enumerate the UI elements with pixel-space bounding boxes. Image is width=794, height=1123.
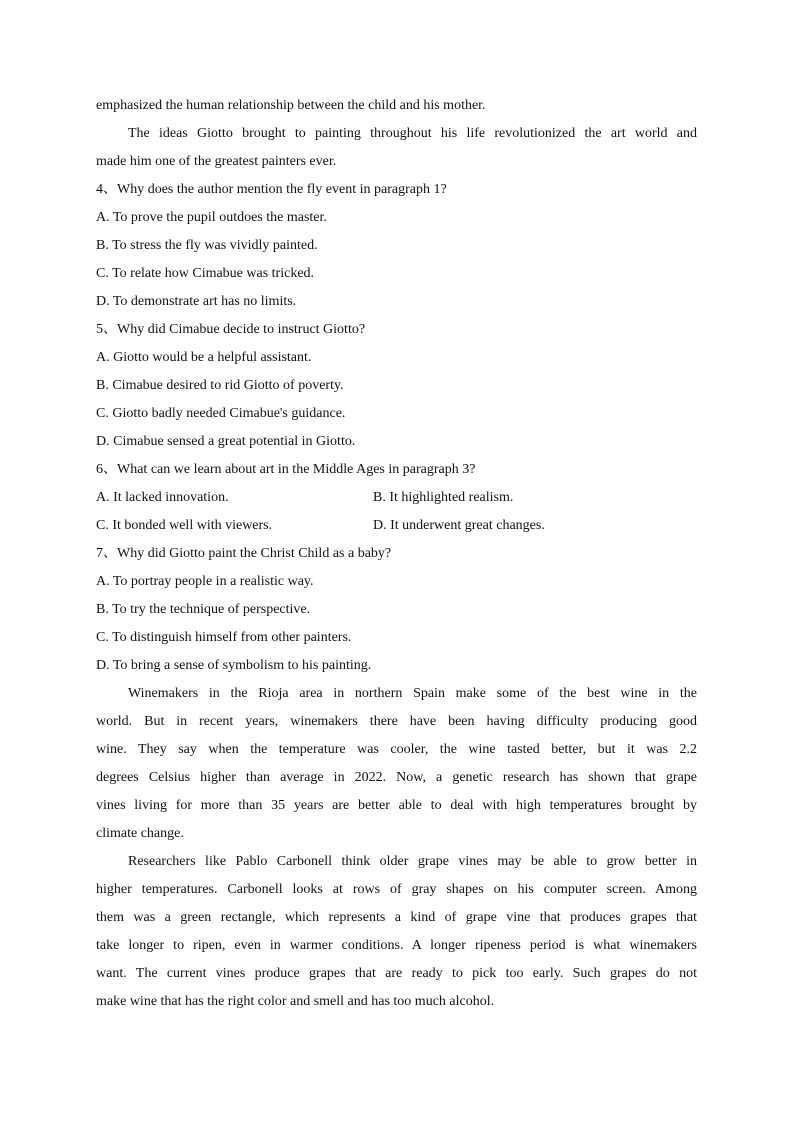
intro-text bbox=[96, 92, 697, 176]
question-6 bbox=[96, 456, 697, 540]
question-stem: 7、Why did Giotto paint the Christ Child as a baby? bbox=[96, 546, 392, 561]
text-line: climate change. bbox=[96, 826, 184, 841]
question-5 bbox=[96, 316, 697, 456]
option-c: C. It bonded well with viewers. bbox=[96, 518, 273, 533]
text-line: higher temperatures. Carbonell looks at rows of gray shapes on his computer screen. Among bbox=[96, 882, 697, 897]
text-line: degrees Celsius higher than average in 2022. Now, a genetic research has shown that grape bbox=[96, 770, 697, 785]
text-line: world. But in recent years, winemakers there have been having difficulty producing good bbox=[96, 714, 697, 729]
text-line: emphasized the human relationship between the child and his mother. bbox=[96, 98, 486, 113]
question-7 bbox=[96, 540, 697, 680]
text-line: them was a green rectangle, which represents a kind of grape vine that produces grapes that bbox=[96, 910, 697, 925]
option-a: A. Giotto would be a helpful assistant. bbox=[96, 350, 312, 365]
option-b: B. Cimabue desired to rid Giotto of poverty. bbox=[96, 378, 344, 393]
option-a: A. It lacked innovation. bbox=[96, 490, 229, 505]
option-d: D. To bring a sense of symbolism to his painting. bbox=[96, 658, 372, 673]
question-stem: 5、Why did Cimabue decide to instruct Giotto? bbox=[96, 322, 366, 337]
text-line: made him one of the greatest painters ever. bbox=[96, 154, 337, 169]
option-c: C. Giotto badly needed Cimabue's guidance. bbox=[96, 406, 346, 421]
question-stem: 6、What can we learn about art in the Middle Ages in paragraph 3? bbox=[96, 462, 476, 477]
option-d: D. Cimabue sensed a great potential in Giotto. bbox=[96, 434, 356, 449]
option-b: B. To try the technique of perspective. bbox=[96, 602, 311, 617]
text-line: want. The current vines produce grapes that are ready to pick too early. Such grapes do not bbox=[96, 966, 697, 981]
option-d: D. It underwent great changes. bbox=[373, 518, 545, 533]
passage-paragraph-2 bbox=[96, 848, 697, 1016]
option-a: A. To prove the pupil outdoes the master. bbox=[96, 210, 327, 225]
option-c: C. To distinguish himself from other painters. bbox=[96, 630, 352, 645]
passage-paragraph-1 bbox=[96, 680, 697, 848]
text-line: take longer to ripen, even in warmer conditions. A longer ripeness period is what winemakers bbox=[96, 938, 697, 953]
text-line: make wine that has the right color and smell and has too much alcohol. bbox=[96, 994, 495, 1009]
question-4 bbox=[96, 176, 697, 316]
option-row bbox=[96, 512, 697, 540]
option-b: B. To stress the fly was vividly painted. bbox=[96, 238, 318, 253]
option-a: A. To portray people in a realistic way. bbox=[96, 574, 314, 589]
option-b: B. It highlighted realism. bbox=[373, 490, 514, 505]
text-line: The ideas Giotto brought to painting throughout his life revolutionized the art world and bbox=[128, 126, 697, 141]
option-d: D. To demonstrate art has no limits. bbox=[96, 294, 297, 309]
document-page bbox=[96, 92, 697, 1016]
text-line: Winemakers in the Rioja area in northern Spain make some of the best wine in the bbox=[128, 686, 697, 701]
text-line: wine. They say when the temperature was cooler, the wine tasted better, but it was 2.2 bbox=[96, 742, 697, 757]
text-line: Researchers like Pablo Carbonell think older grape vines may be able to grow better in bbox=[128, 854, 697, 869]
option-row bbox=[96, 484, 697, 512]
option-c: C. To relate how Cimabue was tricked. bbox=[96, 266, 315, 281]
text-line: vines living for more than 35 years are better able to deal with high temperatures brought by bbox=[96, 798, 697, 813]
question-stem: 4、Why does the author mention the fly event in paragraph 1? bbox=[96, 182, 447, 197]
